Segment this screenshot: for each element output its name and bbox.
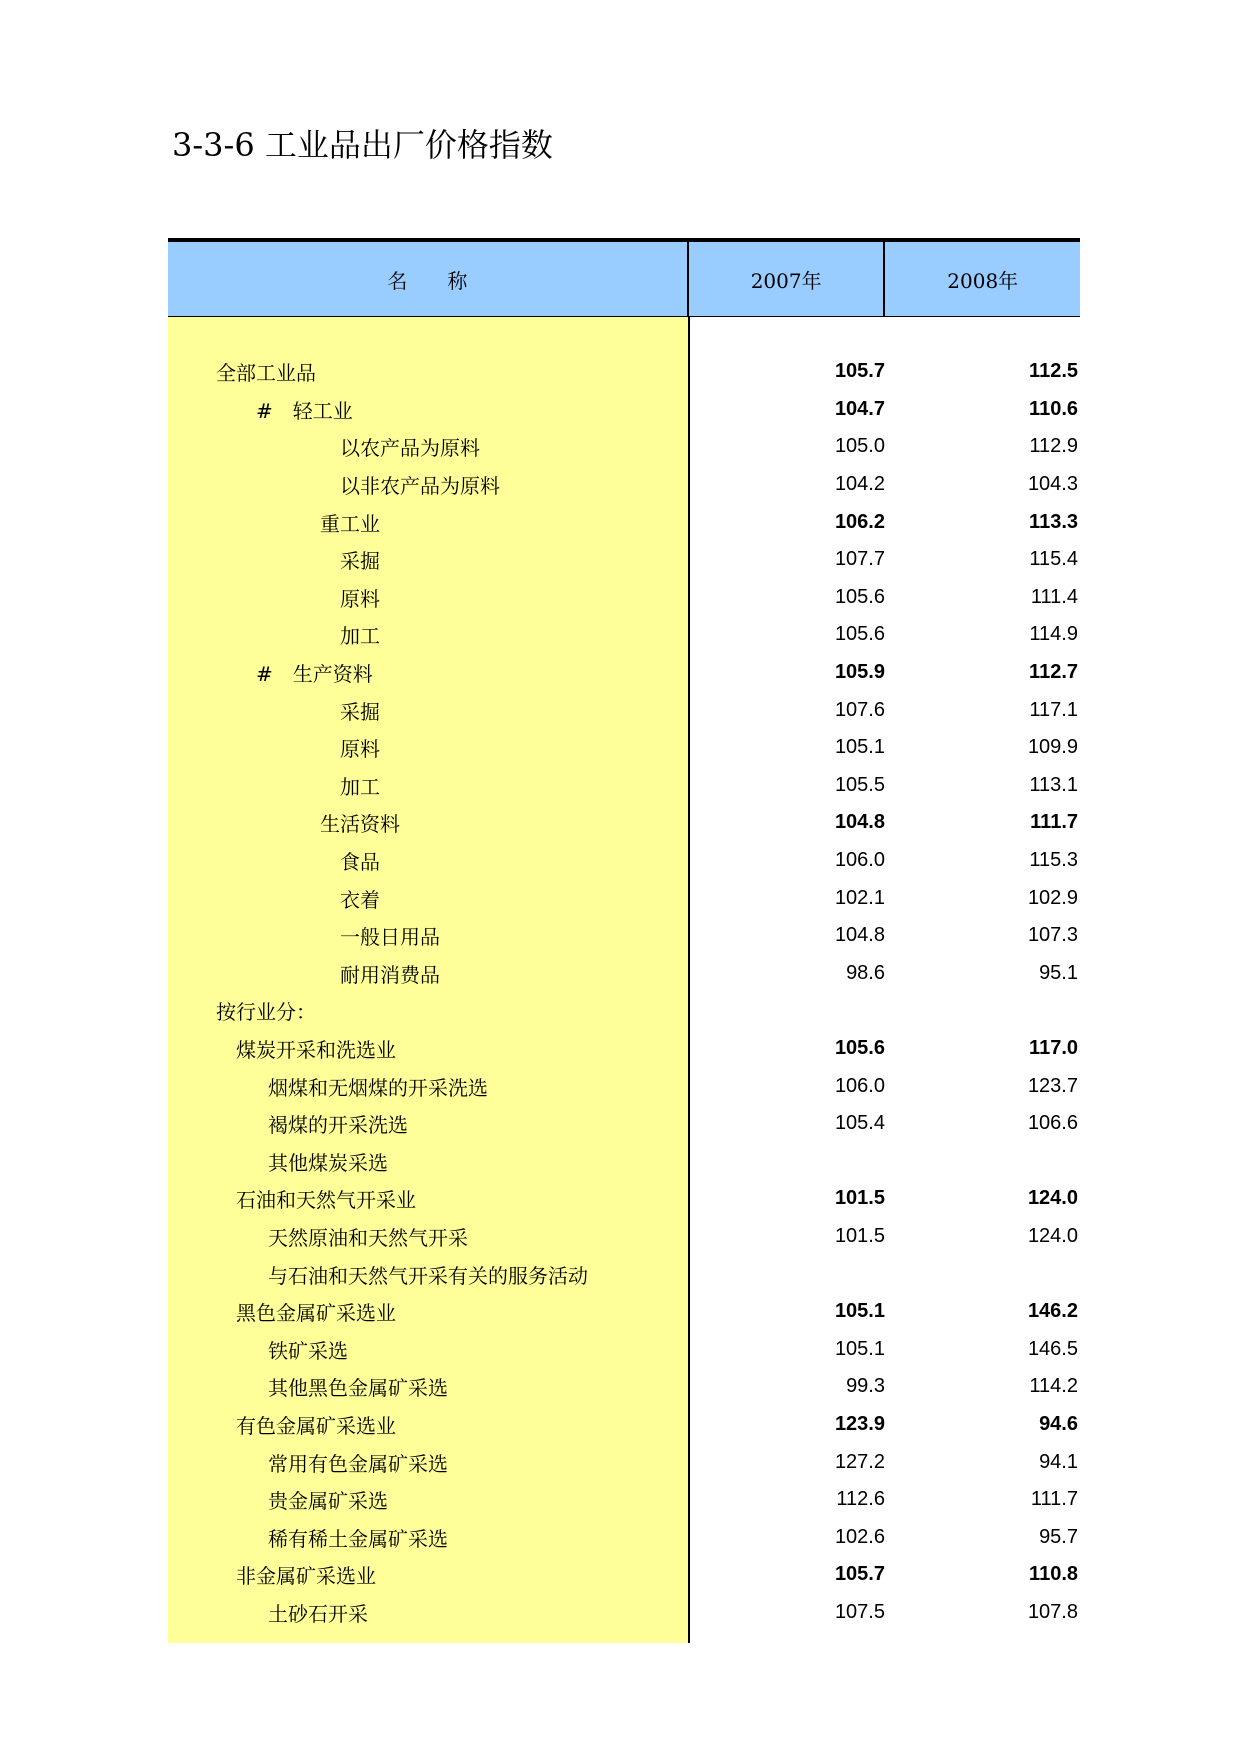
header-name: 名 称 bbox=[168, 242, 689, 316]
row-label: 天然原油和天然气开采 bbox=[268, 1225, 468, 1250]
row-label: 黑色金属矿采选业 bbox=[236, 1301, 396, 1326]
value-2008: 146.5 bbox=[1027, 1337, 1078, 1360]
table-row bbox=[168, 1105, 688, 1143]
price-index-table bbox=[168, 238, 1080, 1643]
value-2008: 115.3 bbox=[1029, 849, 1078, 872]
value-2008: 109.9 bbox=[1027, 736, 1078, 759]
table-row-values bbox=[690, 1067, 1080, 1105]
row-label: 其他煤炭采选 bbox=[268, 1150, 388, 1175]
value-2008: 104.3 bbox=[1027, 473, 1078, 496]
row-label: 加工 bbox=[340, 624, 380, 649]
table-row bbox=[168, 541, 688, 579]
value-2007: 104.7 bbox=[834, 397, 885, 420]
row-label: 贵金属矿采选 bbox=[268, 1489, 388, 1514]
value-2008: 117.0 bbox=[1029, 1036, 1078, 1059]
table-row-values bbox=[690, 654, 1080, 692]
table-row bbox=[168, 691, 688, 729]
value-2008: 114.2 bbox=[1029, 1375, 1078, 1398]
table-row bbox=[168, 842, 688, 880]
table-header bbox=[168, 242, 1080, 317]
value-2008: 112.7 bbox=[1029, 661, 1078, 684]
page-title: 3-3-6 工业品出厂价格指数 bbox=[172, 126, 553, 164]
value-2007: 107.5 bbox=[834, 1600, 885, 1623]
table-row-values bbox=[690, 1330, 1080, 1368]
row-label: 有色金属矿采选业 bbox=[236, 1413, 396, 1438]
value-2007: 101.5 bbox=[834, 1224, 885, 1247]
table-row bbox=[168, 391, 688, 429]
table-row-values bbox=[690, 1180, 1080, 1218]
row-label: 全部工业品 bbox=[216, 361, 316, 386]
table-row bbox=[168, 353, 688, 391]
table-row bbox=[168, 654, 688, 692]
row-label: 按行业分： bbox=[216, 1000, 316, 1025]
value-2007: 106.0 bbox=[834, 1074, 885, 1097]
table-row-values bbox=[690, 1218, 1080, 1256]
row-label: 耐用消费品 bbox=[340, 962, 440, 987]
value-2007: 101.5 bbox=[834, 1187, 885, 1210]
table-row-values bbox=[690, 1293, 1080, 1331]
table-row-values bbox=[690, 503, 1080, 541]
values-column bbox=[690, 317, 1080, 1643]
row-label: 以农产品为原料 bbox=[340, 436, 480, 461]
row-label: 重工业 bbox=[320, 511, 380, 536]
value-2007: 105.4 bbox=[834, 1112, 885, 1135]
table-row bbox=[168, 729, 688, 767]
table-row bbox=[168, 1218, 688, 1256]
table-row-values bbox=[690, 1368, 1080, 1406]
value-2007: 123.9 bbox=[834, 1412, 885, 1435]
value-2008: 111.7 bbox=[1030, 1488, 1078, 1511]
table-row bbox=[168, 1406, 688, 1444]
table-row bbox=[168, 1443, 688, 1481]
table-row-values bbox=[690, 917, 1080, 955]
row-label: 原料 bbox=[340, 737, 380, 762]
table-row bbox=[168, 767, 688, 805]
value-2007: 105.6 bbox=[834, 585, 885, 608]
value-2008: 111.4 bbox=[1030, 585, 1078, 608]
table-row-values bbox=[690, 1594, 1080, 1632]
value-2007: 98.6 bbox=[846, 961, 885, 984]
value-2007: 107.6 bbox=[834, 698, 885, 721]
row-label: 衣着 bbox=[340, 887, 380, 912]
table-row-values bbox=[690, 879, 1080, 917]
value-2007: 102.6 bbox=[834, 1525, 885, 1548]
table-row bbox=[168, 1293, 688, 1331]
table-row-values bbox=[690, 1142, 1080, 1180]
row-label: 生活资料 bbox=[320, 812, 400, 837]
table-row bbox=[168, 1368, 688, 1406]
row-label: 以非农产品为原料 bbox=[340, 474, 500, 499]
value-2007: 105.0 bbox=[834, 435, 885, 458]
row-label: 土砂石开采 bbox=[268, 1601, 368, 1626]
value-2007: 105.7 bbox=[834, 360, 885, 383]
table-row bbox=[168, 1255, 688, 1293]
value-2007: 127.2 bbox=[834, 1450, 885, 1473]
value-2007: 106.0 bbox=[834, 849, 885, 872]
value-2008: 106.6 bbox=[1027, 1112, 1078, 1135]
table-row bbox=[168, 1594, 688, 1632]
row-label: 采掘 bbox=[340, 699, 380, 724]
table-row-values bbox=[690, 955, 1080, 993]
row-label: 非金属矿采选业 bbox=[236, 1564, 376, 1589]
table-row bbox=[168, 1518, 688, 1556]
table-row-values bbox=[690, 691, 1080, 729]
value-2008: 113.1 bbox=[1029, 773, 1078, 796]
table-row bbox=[168, 955, 688, 993]
value-2008: 114.9 bbox=[1029, 623, 1078, 646]
table-row-values bbox=[690, 842, 1080, 880]
table-row-values bbox=[690, 804, 1080, 842]
value-2007: 105.6 bbox=[834, 623, 885, 646]
table-row bbox=[168, 992, 688, 1030]
row-label: 石油和天然气开采业 bbox=[236, 1188, 416, 1213]
table-row-values bbox=[690, 428, 1080, 466]
row-label: 食品 bbox=[340, 850, 380, 875]
table-body bbox=[168, 317, 1080, 1643]
name-column bbox=[168, 317, 690, 1643]
column-end-padding bbox=[168, 1631, 688, 1643]
table-row-values bbox=[690, 1556, 1080, 1594]
value-2007: 105.1 bbox=[834, 1300, 885, 1323]
row-label: 其他黑色金属矿采选 bbox=[268, 1376, 448, 1401]
row-label: 加工 bbox=[340, 774, 380, 799]
value-2008: 107.8 bbox=[1027, 1600, 1078, 1623]
row-label: 原料 bbox=[340, 586, 380, 611]
value-2007: 106.2 bbox=[834, 510, 885, 533]
value-2008: 124.0 bbox=[1027, 1224, 1078, 1247]
value-2008: 146.2 bbox=[1027, 1300, 1078, 1323]
row-label: 煤炭开采和洗选业 bbox=[236, 1037, 396, 1062]
table-row-values bbox=[690, 1406, 1080, 1444]
value-2007: 112.6 bbox=[836, 1488, 885, 1511]
value-2007: 105.6 bbox=[834, 1036, 885, 1059]
row-label: # 轻工业 bbox=[256, 398, 353, 423]
row-label: 褐煤的开采洗选 bbox=[268, 1113, 408, 1138]
table-row-values bbox=[690, 992, 1080, 1030]
row-label: 采掘 bbox=[340, 549, 380, 574]
table-row bbox=[168, 879, 688, 917]
table-row bbox=[168, 917, 688, 955]
value-2007: 105.1 bbox=[834, 736, 885, 759]
value-2008: 117.1 bbox=[1029, 698, 1078, 721]
table-row-values bbox=[690, 541, 1080, 579]
row-label: 烟煤和无烟煤的开采洗选 bbox=[268, 1075, 488, 1100]
table-row bbox=[168, 1481, 688, 1519]
value-2008: 123.7 bbox=[1027, 1074, 1078, 1097]
table-row bbox=[168, 616, 688, 654]
value-2007: 99.3 bbox=[846, 1375, 885, 1398]
table-row-values bbox=[690, 1481, 1080, 1519]
value-2008: 115.4 bbox=[1029, 548, 1078, 571]
table-row-values bbox=[690, 353, 1080, 391]
value-2008: 94.1 bbox=[1039, 1450, 1078, 1473]
value-2007: 105.5 bbox=[834, 773, 885, 796]
table-row bbox=[168, 579, 688, 617]
table-row-values bbox=[690, 729, 1080, 767]
row-label: 与石油和天然气开采有关的服务活动 bbox=[268, 1263, 588, 1288]
value-2008: 111.7 bbox=[1030, 811, 1078, 834]
value-2007: 105.1 bbox=[834, 1337, 885, 1360]
table-row-values bbox=[690, 579, 1080, 617]
value-2008: 95.1 bbox=[1039, 961, 1078, 984]
value-2008: 95.7 bbox=[1039, 1525, 1078, 1548]
table-row bbox=[168, 1330, 688, 1368]
table-row bbox=[168, 804, 688, 842]
value-2007: 107.7 bbox=[834, 548, 885, 571]
value-2008: 112.9 bbox=[1029, 435, 1078, 458]
table-row bbox=[168, 503, 688, 541]
row-label: 铁矿采选 bbox=[268, 1338, 348, 1363]
table-row-values bbox=[690, 1030, 1080, 1068]
value-2007: 105.9 bbox=[834, 661, 885, 684]
table-row-values bbox=[690, 767, 1080, 805]
value-2007: 105.7 bbox=[834, 1563, 885, 1586]
table-row-values bbox=[690, 1443, 1080, 1481]
value-2007: 104.2 bbox=[834, 473, 885, 496]
value-2007: 104.8 bbox=[834, 811, 885, 834]
table-row bbox=[168, 428, 688, 466]
value-2008: 110.8 bbox=[1029, 1563, 1078, 1586]
value-2008: 102.9 bbox=[1027, 886, 1078, 909]
table-row bbox=[168, 1556, 688, 1594]
table-row bbox=[168, 1180, 688, 1218]
header-year-2007: 2007年 bbox=[689, 242, 886, 316]
value-2008: 110.6 bbox=[1029, 397, 1078, 420]
value-2008: 107.3 bbox=[1027, 924, 1078, 947]
table-row bbox=[168, 1067, 688, 1105]
value-2008: 94.6 bbox=[1039, 1412, 1078, 1435]
value-2008: 113.3 bbox=[1029, 510, 1078, 533]
header-year-2008: 2008年 bbox=[947, 268, 1019, 293]
value-2007: 104.8 bbox=[834, 924, 885, 947]
value-2008: 124.0 bbox=[1027, 1187, 1078, 1210]
row-label: 常用有色金属矿采选 bbox=[268, 1451, 448, 1476]
table-row-values bbox=[690, 1255, 1080, 1293]
value-2008: 112.5 bbox=[1029, 360, 1078, 383]
table-row-values bbox=[690, 1518, 1080, 1556]
row-label: 稀有稀土金属矿采选 bbox=[268, 1526, 448, 1551]
table-row-values bbox=[690, 1105, 1080, 1143]
table-row bbox=[168, 1142, 688, 1180]
row-label: # 生产资料 bbox=[256, 662, 373, 687]
table-row bbox=[168, 466, 688, 504]
table-row-values bbox=[690, 391, 1080, 429]
table-row-values bbox=[690, 616, 1080, 654]
table-row-values bbox=[690, 466, 1080, 504]
row-label: 一般日用品 bbox=[340, 925, 440, 950]
value-2007: 102.1 bbox=[834, 886, 885, 909]
table-row bbox=[168, 1030, 688, 1068]
